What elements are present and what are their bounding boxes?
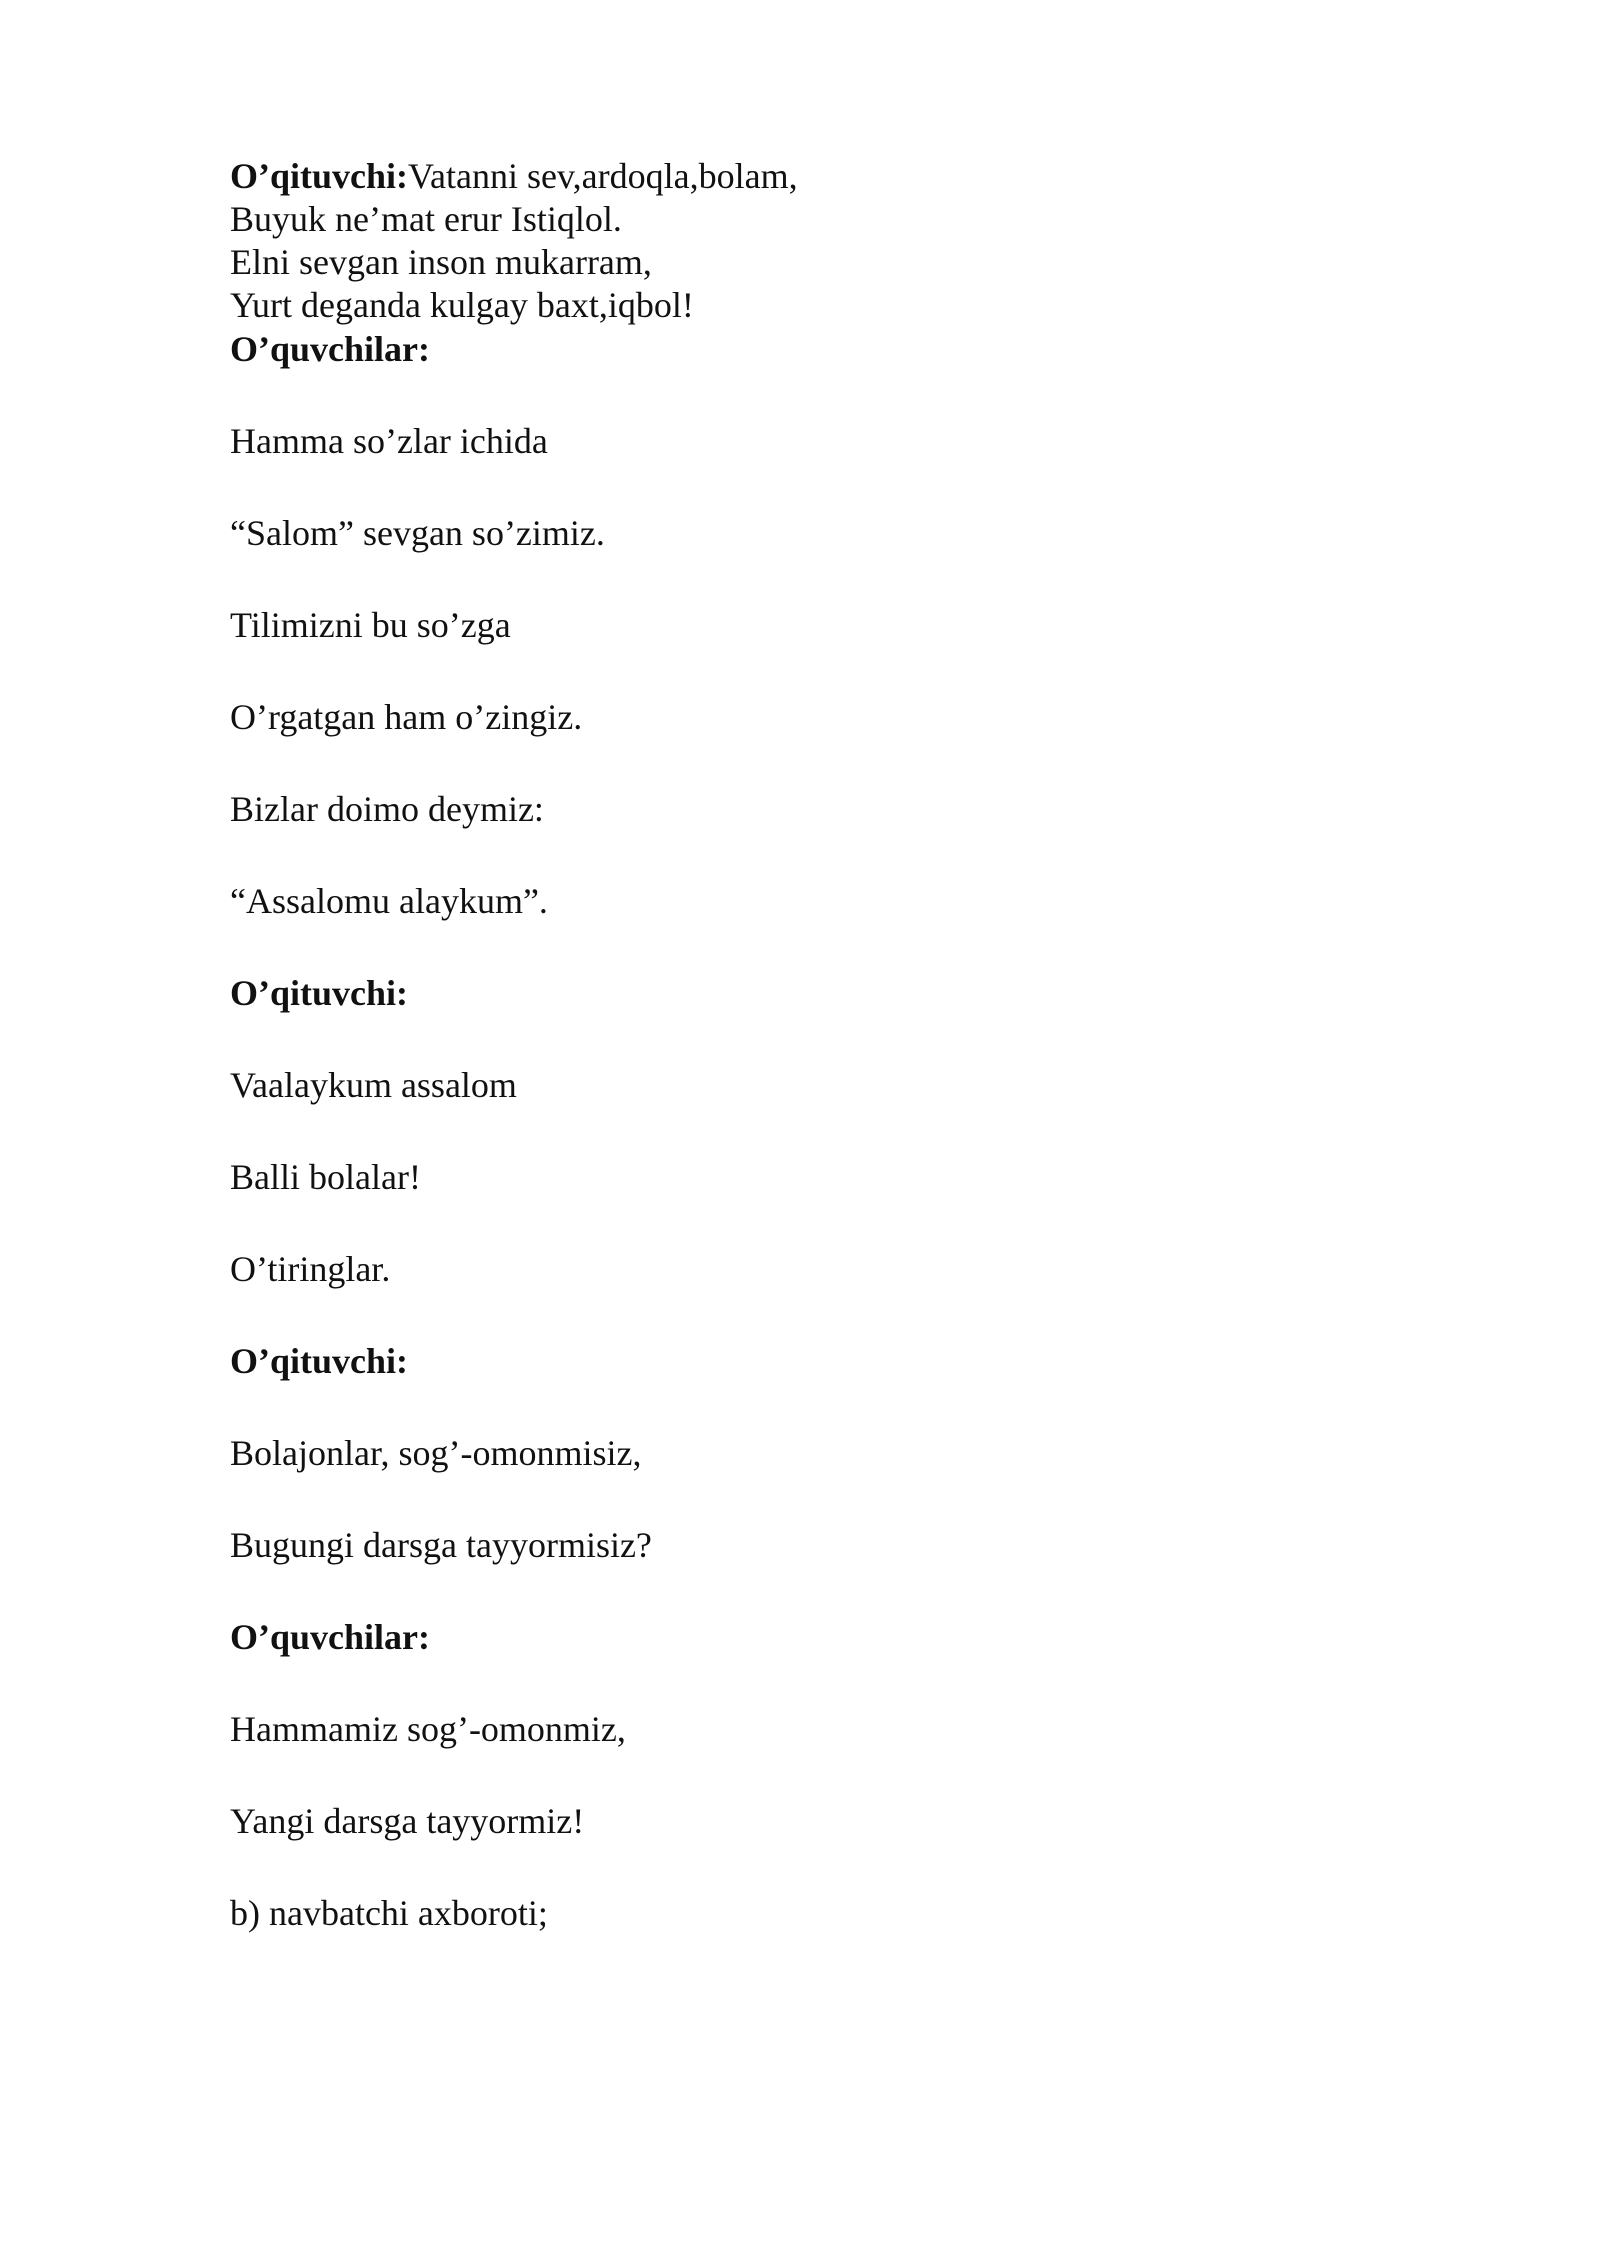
dialogue-line: “Assalomu alaykum”.	[230, 881, 548, 921]
dialogue-line: O’rgatgan ham o’zingiz.	[230, 697, 583, 737]
dialogue-line: O’tiringlar.	[230, 1249, 391, 1289]
dialogue-line: Tilimizni bu so’zga	[230, 605, 511, 645]
speaker-label: O’quvchilar:	[230, 329, 431, 369]
speaker-label: O’qituvchi:	[230, 973, 409, 1013]
intro-first-line	[230, 154, 798, 198]
dialogue-line: Balli bolalar!	[230, 1157, 421, 1197]
speaker-label: O’quvchilar:	[230, 1617, 431, 1657]
dialogue-line: “Salom” sevgan so’zimiz.	[230, 513, 605, 553]
speaker-label: O’qituvchi:	[230, 156, 409, 196]
dialogue-line: Bugungi darsga tayyormisiz?	[230, 1525, 652, 1565]
poem-line: Elni sevgan inson mukarram,	[230, 242, 652, 282]
dialogue-line: Vaalaykum assalom	[230, 1065, 517, 1105]
section-item: b) navbatchi axboroti;	[230, 1893, 548, 1933]
poem-line: Buyuk ne’mat erur Istiqlol.	[230, 199, 622, 239]
dialogue-line: Bolajonlar, sog’-omonmisiz,	[230, 1433, 642, 1473]
dialogue-line: Hammamiz sog’-omonmiz,	[230, 1709, 626, 1749]
dialogue-line: Bizlar doimo deymiz:	[230, 789, 544, 829]
speaker-label: O’qituvchi:	[230, 1341, 409, 1381]
dialogue-line: Hamma so’zlar ichida	[230, 421, 548, 461]
dialogue-line: Yangi darsga tayyormiz!	[230, 1801, 585, 1841]
poem-line: Vatanni sev,ardoqla,bolam,	[408, 156, 798, 196]
poem-line: Yurt deganda kulgay baxt,iqbol!	[230, 285, 694, 325]
